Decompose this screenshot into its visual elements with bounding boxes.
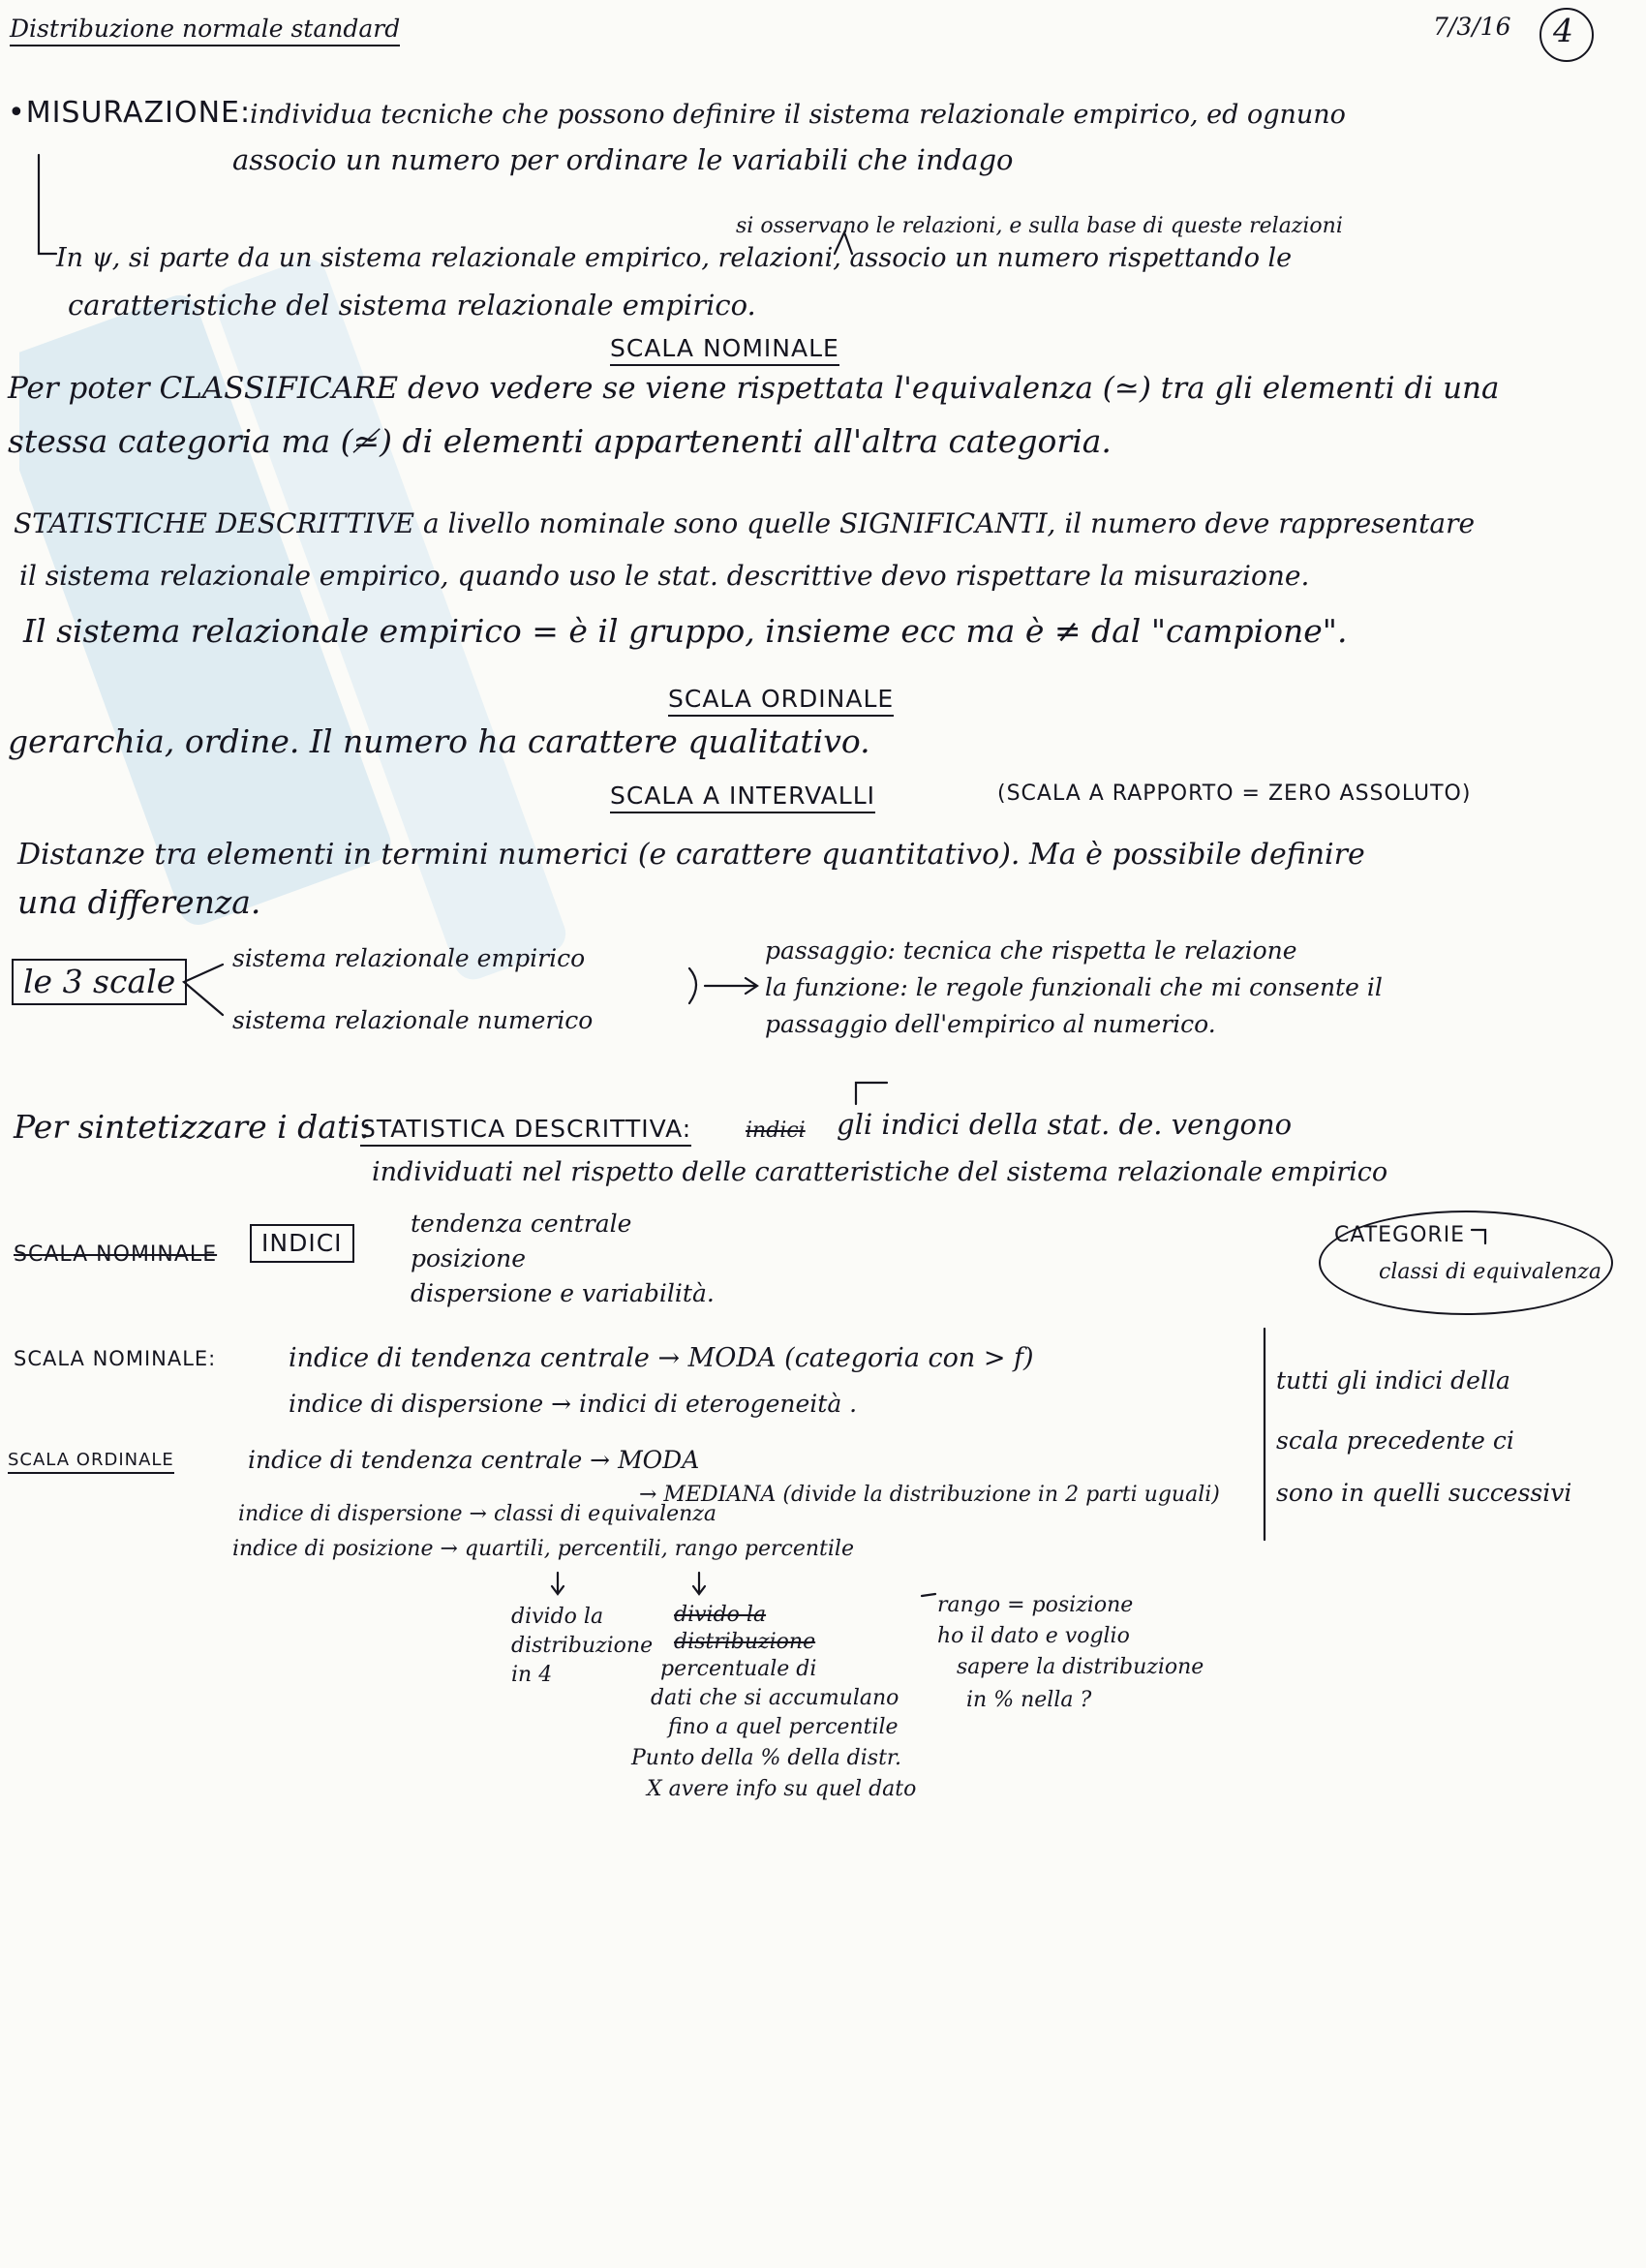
scala-intervalli-line1: Distanze tra elementi in termini numerici (e carattere quantitativo). Ma è possibile definire: [17, 838, 1365, 872]
ordinale-indici-line2: → MEDIANA (divide la distribuzione in 2 parti uguali): [639, 1483, 1220, 1507]
tre-scale-result1: passaggio: tecnica che rispetta le relazione: [765, 936, 1297, 965]
ordinale-indici-line3: indice di dispersione → classi di equivalenza: [238, 1502, 716, 1526]
percentili-note-5: X avere info su quel dato: [647, 1777, 917, 1801]
misurazione-line3: In ψ, si parte da un sistema relazionale empirico, relazioni, associo un numero rispettando le: [56, 243, 1293, 273]
categorie-sub: classi di equivalenza: [1379, 1260, 1601, 1284]
scala-nominale-heading: SCALA NOMINALE: [610, 335, 839, 366]
side-note-line3: sono in quelli successivi: [1276, 1479, 1572, 1507]
rango-note-2: ho il dato e voglio: [937, 1624, 1130, 1648]
indici-item-3: dispersione e variabilità.: [411, 1279, 715, 1307]
scala-intervalli-note: (SCALA A RAPPORTO = ZERO ASSOLUTO): [997, 782, 1472, 806]
page-title: Distribuzione normale standard: [10, 15, 400, 46]
nominale-indici-label: SCALA NOMINALE:: [14, 1347, 217, 1370]
quartili-note-3: in 4: [511, 1663, 553, 1687]
stat-descr-line1: gli indici della stat. de. vengono: [837, 1108, 1293, 1141]
statistiche-line3: Il sistema relazionale empirico = è il gruppo, insieme ecc ma è ≠ dal "campione".: [23, 612, 1348, 650]
indici-struck: SCALA NOMINALE: [14, 1242, 218, 1267]
stat-descr-line2: individuati nel rispetto delle caratteristiche del sistema relazionale empirico: [372, 1157, 1388, 1187]
percentili-note-4: Punto della % della distr.: [631, 1746, 902, 1770]
tre-scale-box: le 3 scale: [12, 959, 187, 1005]
stat-descr-heading: STATISTICA DESCRITTIVA:: [360, 1116, 691, 1147]
categorie-label: CATEGORIE: [1334, 1223, 1466, 1247]
quartili-note-2: distribuzione: [511, 1634, 654, 1658]
stat-descr-lead: Per sintetizzare i dati:: [14, 1108, 371, 1146]
ordinale-indici-line1: indice di tendenza centrale → MODA: [248, 1446, 700, 1474]
misurazione-line4: caratteristiche del sistema relazionale empirico.: [68, 289, 756, 322]
percentili-struck-1: divido la: [674, 1603, 767, 1627]
scala-ordinale-heading: SCALA ORDINALE: [668, 686, 894, 717]
statistiche-line2: il sistema relazionale empirico, quando uso le stat. descrittive devo rispettare la misurazione.: [19, 560, 1310, 592]
quartili-note-1: divido la: [511, 1605, 604, 1629]
misurazione-line2: associo un numero per ordinare le variabili che indago: [232, 143, 1014, 176]
nominale-indici-line1: indice di tendenza centrale → MODA (categoria con > f): [289, 1343, 1034, 1373]
rango-note-3: sapere la distribuzione: [957, 1655, 1204, 1679]
misurazione-line1: individua tecniche che possono definire il sistema relazionale empirico, ed ognuno: [250, 100, 1346, 130]
scala-intervalli-line2: una differenza.: [17, 883, 261, 921]
rango-note-4: in % nella ?: [966, 1688, 1092, 1712]
scala-nominale-line2: stessa categoria ma (≄) di elementi appartenenti all'altra categoria.: [8, 422, 1112, 460]
tre-scale-branch2: sistema relazionale numerico: [232, 1006, 594, 1034]
misurazione-inserted-note: si osservano le relazioni, e sulla base di queste relazioni: [736, 214, 1343, 238]
indici-item-2: posizione: [411, 1244, 526, 1272]
rango-note-1: rango = posizione: [937, 1593, 1134, 1617]
misurazione-bracket: [39, 155, 56, 254]
side-note-line2: scala precedente ci: [1276, 1426, 1514, 1455]
indici-item-1: tendenza centrale: [411, 1210, 632, 1238]
page-date: 7/3/16: [1433, 13, 1511, 41]
percentili-note-3: fino a quel percentile: [668, 1715, 899, 1739]
scala-ordinale-line1: gerarchia, ordine. Il numero ha carattere qualitativo.: [8, 722, 870, 760]
tre-scale-branch-lines: [184, 965, 223, 1015]
ordinale-indici-line4: indice di posizione → quartili, percentili, rango percentile: [232, 1537, 854, 1561]
scala-intervalli-heading: SCALA A INTERVALLI: [610, 782, 875, 813]
scala-nominale-line1: Per poter CLASSIFICARE devo vedere se viene rispettata l'equivalenza (≃) tra gli elementi di una: [8, 371, 1500, 406]
percentili-note-1: percentuale di: [660, 1657, 817, 1681]
ordinale-indici-label: SCALA ORDINALE: [8, 1451, 174, 1474]
misurazione-label: •MISURAZIONE:: [8, 96, 252, 130]
percentili-struck-2: distribuzione: [674, 1630, 816, 1654]
indici-box: INDICI: [250, 1224, 354, 1263]
tre-scale-result2: la funzione: le regole funzionali che mi consente il: [765, 973, 1383, 1001]
nominale-indici-line2: indice di dispersione → indici di eterogeneità .: [289, 1390, 858, 1418]
tre-scale-result3: passaggio dell'empirico al numerico.: [765, 1010, 1216, 1038]
side-note-line1: tutti gli indici della: [1276, 1366, 1510, 1395]
percentili-note-2: dati che si accumulano: [651, 1686, 899, 1710]
tre-scale-arrow: [705, 978, 757, 994]
page-number: 4: [1553, 12, 1573, 49]
stat-descr-struck: indici: [746, 1119, 806, 1143]
statistiche-line1: STATISTICHE DESCRITTIVE a livello nominale sono quelle SIGNIFICANTI, il numero deve rappresentare: [14, 507, 1476, 539]
tre-scale-branch1: sistema relazionale empirico: [232, 944, 586, 972]
